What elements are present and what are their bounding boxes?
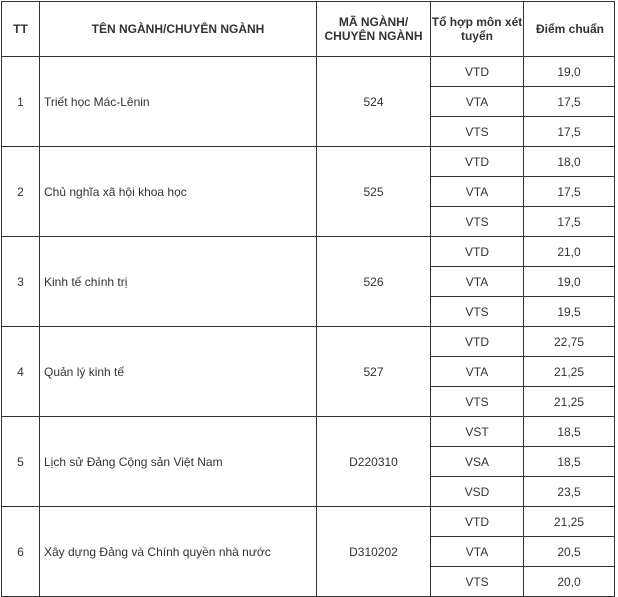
header-combo: Tổ hợp môn xét tuyển bbox=[431, 2, 524, 57]
subject-combo: VTD bbox=[431, 507, 524, 537]
cutoff-score: 21,0 bbox=[524, 237, 615, 267]
subject-combo: VTD bbox=[431, 237, 524, 267]
header-name: TÊN NGÀNH/CHUYÊN NGÀNH bbox=[40, 2, 317, 57]
cutoff-score: 18,0 bbox=[524, 147, 615, 177]
subject-combo: VTS bbox=[431, 567, 524, 597]
subject-combo: VTS bbox=[431, 207, 524, 237]
row-number: 5 bbox=[2, 417, 40, 507]
cutoff-score: 17,5 bbox=[524, 117, 615, 147]
major-name: Triết học Mác-Lênin bbox=[40, 57, 317, 147]
cutoff-score: 23,5 bbox=[524, 477, 615, 507]
subject-combo: VTD bbox=[431, 147, 524, 177]
header-code: MÃ NGÀNH/ CHUYÊN NGÀNH bbox=[317, 2, 431, 57]
subject-combo: VTS bbox=[431, 117, 524, 147]
cutoff-score: 17,5 bbox=[524, 177, 615, 207]
major-name: Xây dựng Đảng và Chính quyền nhà nước bbox=[40, 507, 317, 597]
table-row bbox=[2, 327, 615, 357]
table-row bbox=[2, 57, 615, 87]
major-code: 527 bbox=[317, 327, 431, 417]
major-code: 524 bbox=[317, 57, 431, 147]
row-number: 3 bbox=[2, 237, 40, 327]
cutoff-score: 18,5 bbox=[524, 447, 615, 477]
cutoff-score: 20,5 bbox=[524, 537, 615, 567]
cutoff-score: 19,0 bbox=[524, 267, 615, 297]
admission-scores-table bbox=[1, 1, 615, 597]
subject-combo: VTD bbox=[431, 327, 524, 357]
row-number: 2 bbox=[2, 147, 40, 237]
major-code: 525 bbox=[317, 147, 431, 237]
row-number: 1 bbox=[2, 57, 40, 147]
cutoff-score: 18,5 bbox=[524, 417, 615, 447]
header-tt: TT bbox=[2, 2, 40, 57]
cutoff-score: 21,25 bbox=[524, 357, 615, 387]
subject-combo: VTA bbox=[431, 537, 524, 567]
cutoff-score: 22,75 bbox=[524, 327, 615, 357]
cutoff-score: 17,5 bbox=[524, 207, 615, 237]
cutoff-score: 19,5 bbox=[524, 297, 615, 327]
cutoff-score: 17,5 bbox=[524, 87, 615, 117]
table-row bbox=[2, 237, 615, 267]
table-row bbox=[2, 147, 615, 177]
major-code: D310202 bbox=[317, 507, 431, 597]
subject-combo: VTS bbox=[431, 297, 524, 327]
cutoff-score: 20,0 bbox=[524, 567, 615, 597]
major-code: D220310 bbox=[317, 417, 431, 507]
cutoff-score: 19,0 bbox=[524, 57, 615, 87]
major-code: 526 bbox=[317, 237, 431, 327]
row-number: 6 bbox=[2, 507, 40, 597]
subject-combo: VTA bbox=[431, 267, 524, 297]
major-name: Kinh tế chính trị bbox=[40, 237, 317, 327]
subject-combo: VTA bbox=[431, 177, 524, 207]
subject-combo: VSD bbox=[431, 477, 524, 507]
major-name: Quản lý kinh tế bbox=[40, 327, 317, 417]
subject-combo: VTS bbox=[431, 387, 524, 417]
subject-combo: VTD bbox=[431, 57, 524, 87]
cutoff-score: 21,25 bbox=[524, 507, 615, 537]
header-score: Điểm chuẩn bbox=[524, 2, 615, 57]
major-name: Lịch sử Đảng Cộng sản Việt Nam bbox=[40, 417, 317, 507]
table-row bbox=[2, 417, 615, 447]
header-row bbox=[2, 2, 615, 57]
subject-combo: VST bbox=[431, 417, 524, 447]
row-number: 4 bbox=[2, 327, 40, 417]
subject-combo: VTA bbox=[431, 87, 524, 117]
subject-combo: VTA bbox=[431, 357, 524, 387]
cutoff-score: 21,25 bbox=[524, 387, 615, 417]
major-name: Chủ nghĩa xã hội khoa học bbox=[40, 147, 317, 237]
table-body bbox=[2, 57, 615, 597]
table-row bbox=[2, 507, 615, 537]
subject-combo: VSA bbox=[431, 447, 524, 477]
